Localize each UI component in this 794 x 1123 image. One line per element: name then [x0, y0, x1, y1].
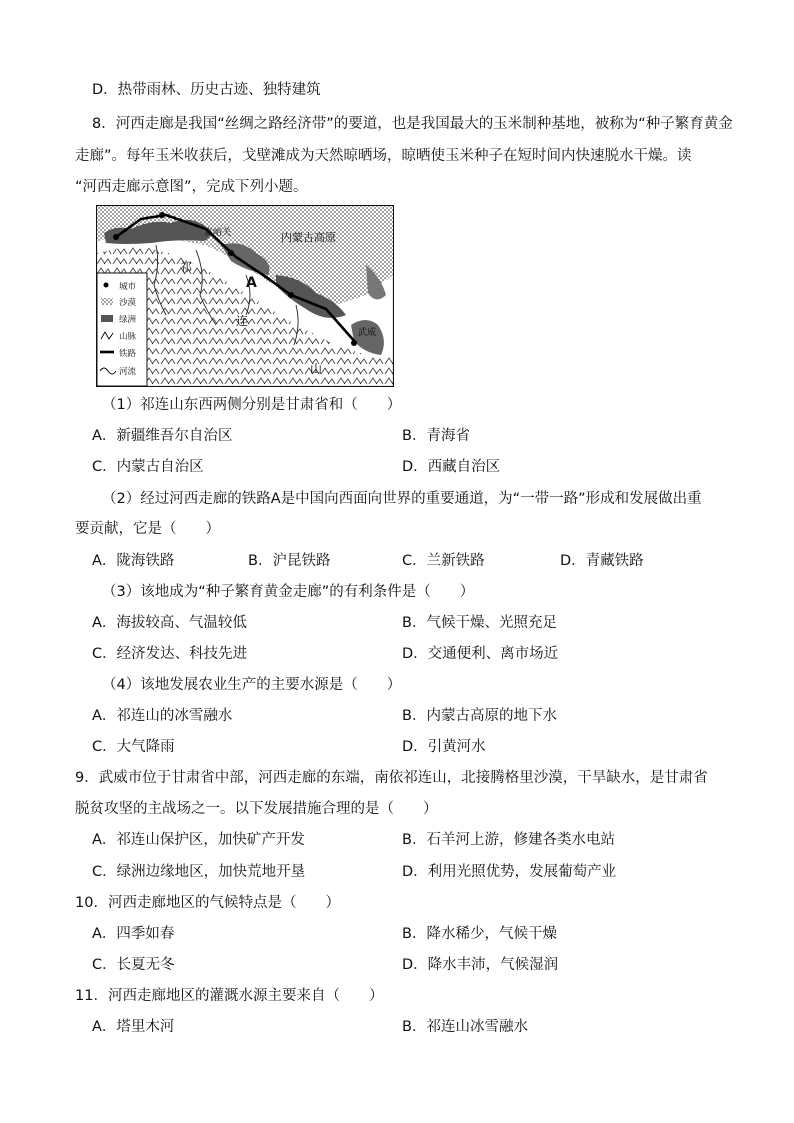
q9-option-a[interactable]: A．祁连山保护区，加快矿产开发	[92, 832, 305, 848]
q8-sub1-option-a[interactable]: A．新疆维吾尔自治区	[92, 428, 233, 444]
q10-option-d[interactable]: D．降水丰沛，气候湿润	[402, 957, 559, 973]
q8-sub2-stem-line1: （2）经过河西走廊的铁路A是中国向西面向世界的重要通道，为“一带一路”形成和发展做出重	[102, 491, 702, 507]
q8-sub4-option-a[interactable]: A．祁连山的冰雪融水	[92, 708, 233, 724]
q8-sub2-option-c[interactable]: C．兰新铁路	[402, 553, 485, 569]
q10-option-b[interactable]: B．降水稀少，气候干燥	[402, 926, 557, 942]
q8-sub1-option-b[interactable]: B．青海省	[402, 428, 470, 444]
q10-stem: 10．河西走廊地区的气候特点是（ ）	[75, 895, 340, 911]
q10-option-a[interactable]: A．四季如春	[92, 926, 175, 942]
q9-option-b[interactable]: B．石羊河上游，修建各类水电站	[402, 832, 615, 848]
q8-sub3-option-a[interactable]: A．海拔较高、气温较低	[92, 615, 247, 631]
q8-sub3-option-d[interactable]: D．交通便利、离市场近	[402, 646, 559, 662]
q11-option-a[interactable]: A．塔里木河	[92, 1019, 175, 1035]
legend-river: 河流	[119, 367, 137, 377]
option-d-prev: D．热带雨林、历史古迹、独特建筑	[92, 82, 321, 98]
q8-sub2-option-b[interactable]: B．沪昆铁路	[248, 553, 331, 569]
legend-mountain: 山脉	[119, 332, 137, 342]
q8-sub4-option-d[interactable]: D．引黄河水	[402, 739, 486, 755]
q8-stem-line3: “河西走廊示意图”，完成下列小题。	[75, 179, 308, 195]
q8-stem-line2: 走廊”。每年玉米收获后，戈壁滩成为天然晾晒场，晾晒使玉米种子在短时间内快速脱水干燥。读	[75, 148, 692, 164]
legend-city: 城市	[119, 282, 137, 292]
q8-sub2-option-d[interactable]: D．青藏铁路	[560, 553, 644, 569]
q9-option-d[interactable]: D．利用光照优势，发展葡萄产业	[402, 864, 617, 880]
q8-sub2-stem-line2: 要贡献，它是（ ）	[75, 521, 220, 537]
legend-oasis: 绿洲	[119, 315, 137, 325]
q8-sub4-option-b[interactable]: B．内蒙古高原的地下水	[402, 708, 557, 724]
q11-stem: 11．河西走廊地区的灌溉水源主要来自（ ）	[75, 988, 384, 1004]
hexi-corridor-map	[96, 205, 394, 387]
legend-railway: 铁路	[119, 349, 137, 359]
q8-sub3-stem: （3）该地成为“种子繁育黄金走廊”的有利条件是（ ）	[102, 584, 475, 600]
q8-stem-line1: 8．河西走廊是我国“丝绸之路经济带”的要道，也是我国最大的玉米制种基地，被称为“种子繁育黄金	[92, 116, 733, 132]
q8-sub3-option-b[interactable]: B．气候干燥、光照充足	[402, 615, 557, 631]
q8-sub2-option-a[interactable]: A．陇海铁路	[92, 553, 175, 569]
q9-stem-line1: 9．武威市位于甘肃省中部，河西走廊的东端，南依祁连山，北接腾格里沙漠，干旱缺水，是甘肃省	[75, 770, 708, 786]
q8-sub4-stem: （4）该地发展农业生产的主要水源是（ ）	[102, 677, 402, 693]
q8-sub4-option-c[interactable]: C．大气降雨	[92, 739, 175, 755]
map-label-city-left: 嘉峪关	[204, 228, 232, 238]
q11-option-b[interactable]: B．祁连山冰雪融水	[402, 1019, 528, 1035]
q9-option-c[interactable]: C．绿洲边缘地区，加快荒地开垦	[92, 864, 306, 880]
map-mountain-char-1: 祁	[180, 260, 193, 274]
map-mountain-char-2: 连	[236, 314, 249, 328]
q8-sub3-option-c[interactable]: C．经济发达、科技先进	[92, 646, 248, 662]
q10-option-c[interactable]: C．长夏无冬	[92, 957, 175, 973]
q8-sub1-option-c[interactable]: C．内蒙古自治区	[92, 459, 204, 475]
map-mountain-char-3: 山	[310, 362, 323, 376]
q8-sub1-stem: （1）祁连山东西两侧分别是甘肃省和（ ）	[102, 397, 402, 413]
legend-desert: 沙漠	[119, 298, 137, 308]
q8-sub1-option-d[interactable]: D．西藏自治区	[402, 459, 501, 475]
q9-stem-line2: 脱贫攻坚的主战场之一。以下发展措施合理的是（ ）	[75, 801, 438, 817]
map-label-plateau: 内蒙古高原	[281, 231, 336, 244]
map-label-a: A	[246, 275, 257, 291]
map-label-city-right: 武威	[358, 328, 377, 338]
